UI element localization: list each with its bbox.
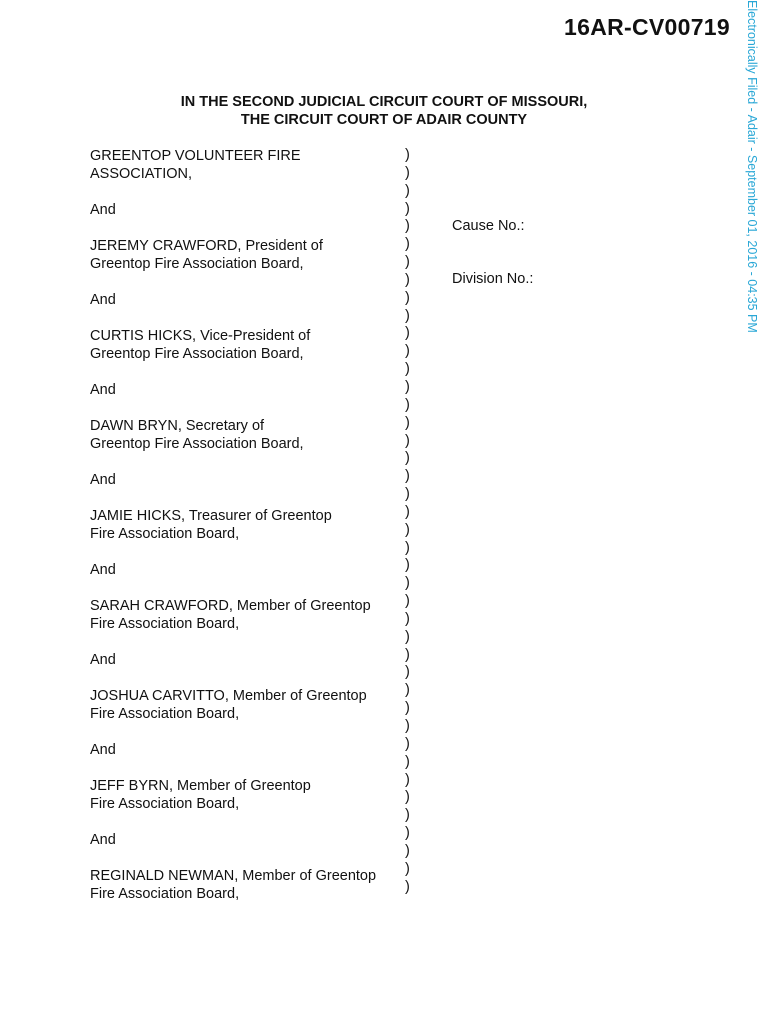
paren-mark: ) (405, 753, 410, 770)
court-heading-line1: IN THE SECOND JUDICIAL CIRCUIT COURT OF MISSOURI, (180, 94, 588, 110)
paren-mark: ) (405, 450, 410, 467)
paren-mark: ) (405, 325, 410, 342)
paren-mark: ) (405, 682, 410, 699)
paren-mark: ) (405, 378, 410, 395)
party-8-line2: Fire Association Board, (90, 796, 240, 812)
party-9 (90, 867, 400, 903)
paren-mark: ) (405, 860, 410, 877)
paren-mark: ) (405, 218, 410, 235)
and-2: And (90, 292, 116, 308)
paren-mark: ) (405, 878, 410, 895)
party-2 (90, 237, 400, 273)
paren-mark: ) (405, 521, 410, 538)
party-8-line1: JEFF BYRN, Member of Greentop (90, 778, 311, 794)
party-9-line1: REGINALD NEWMAN, Member of Greentop (90, 868, 377, 884)
party-4 (90, 417, 400, 453)
party-6 (90, 597, 400, 633)
paren-mark: ) (405, 254, 410, 271)
paren-mark: ) (405, 468, 410, 485)
paren-mark: ) (405, 396, 410, 413)
and-7: And (90, 742, 116, 758)
party-4-line2: Greentop Fire Association Board, (90, 436, 304, 452)
court-heading-line2: THE CIRCUIT COURT OF ADAIR COUNTY (240, 112, 528, 128)
paren-mark: ) (405, 842, 410, 859)
paren-mark: ) (405, 771, 410, 788)
paren-mark: ) (405, 807, 410, 824)
paren-mark: ) (405, 289, 410, 306)
party-5 (90, 507, 400, 543)
party-7-line1: JOSHUA CARVITTO, Member of Greentop (90, 688, 367, 704)
paren-column (405, 147, 410, 896)
paren-mark: ) (405, 610, 410, 627)
and-5: And (90, 562, 116, 578)
party-2-line2: Greentop Fire Association Board, (90, 256, 304, 272)
division-number-label: Division No.: (452, 271, 534, 287)
and-6: And (90, 652, 116, 668)
paren-mark: ) (405, 700, 410, 717)
party-6-line2: Fire Association Board, (90, 616, 240, 632)
party-9-line2: Fire Association Board, (90, 886, 240, 902)
paren-mark: ) (405, 307, 410, 324)
paren-mark: ) (405, 646, 410, 663)
paren-mark: ) (405, 200, 410, 217)
paren-mark: ) (405, 718, 410, 734)
and-8: And (90, 832, 116, 848)
and-4: And (90, 472, 116, 488)
paren-mark: ) (405, 593, 410, 610)
party-3-line2: Greentop Fire Association Board, (90, 346, 304, 362)
party-5-line1: JAMIE HICKS, Treasurer of Greentop (90, 508, 332, 524)
paren-mark: ) (405, 361, 410, 378)
efile-stamp: Electronically Filed - Adair - September 01, 2016 - 04:35 PM (745, 0, 759, 333)
court-heading (0, 93, 768, 129)
paren-mark: ) (405, 164, 410, 181)
paren-mark: ) (405, 825, 410, 842)
paren-mark: ) (405, 557, 410, 574)
party-5-line2: Fire Association Board, (90, 526, 240, 542)
paren-mark: ) (405, 432, 410, 449)
paren-mark: ) (405, 486, 410, 503)
paren-mark: ) (405, 414, 410, 431)
paren-mark: ) (405, 271, 410, 288)
paren-mark: ) (405, 503, 410, 520)
paren-mark: ) (405, 735, 410, 752)
paren-mark: ) (405, 664, 410, 681)
paren-mark: ) (405, 575, 410, 592)
party-7 (90, 687, 400, 723)
party-4-line1: DAWN BRYN, Secretary of (90, 418, 265, 434)
party-8 (90, 777, 400, 813)
caption-parties (90, 147, 400, 921)
paren-mark: ) (405, 147, 410, 163)
party-7-line2: Fire Association Board, (90, 706, 240, 722)
party-3 (90, 327, 400, 363)
party-1-line1: GREENTOP VOLUNTEER FIRE (90, 148, 301, 164)
party-2-line1: JEREMY CRAWFORD, President of (90, 238, 323, 254)
and-3: And (90, 382, 116, 398)
case-number: 16AR-CV00719 (564, 14, 730, 40)
cause-number-label: Cause No.: (452, 218, 525, 234)
party-6-line1: SARAH CRAWFORD, Member of Greentop (90, 598, 371, 614)
paren-mark: ) (405, 539, 410, 556)
paren-mark: ) (405, 182, 410, 199)
paren-mark: ) (405, 236, 410, 253)
party-1 (90, 147, 400, 183)
paren-mark: ) (405, 789, 410, 806)
paren-mark: ) (405, 628, 410, 645)
and-1: And (90, 202, 116, 218)
party-3-line1: CURTIS HICKS, Vice-President of (90, 328, 311, 344)
paren-mark: ) (405, 343, 410, 360)
party-1-line2: ASSOCIATION, (90, 166, 193, 182)
